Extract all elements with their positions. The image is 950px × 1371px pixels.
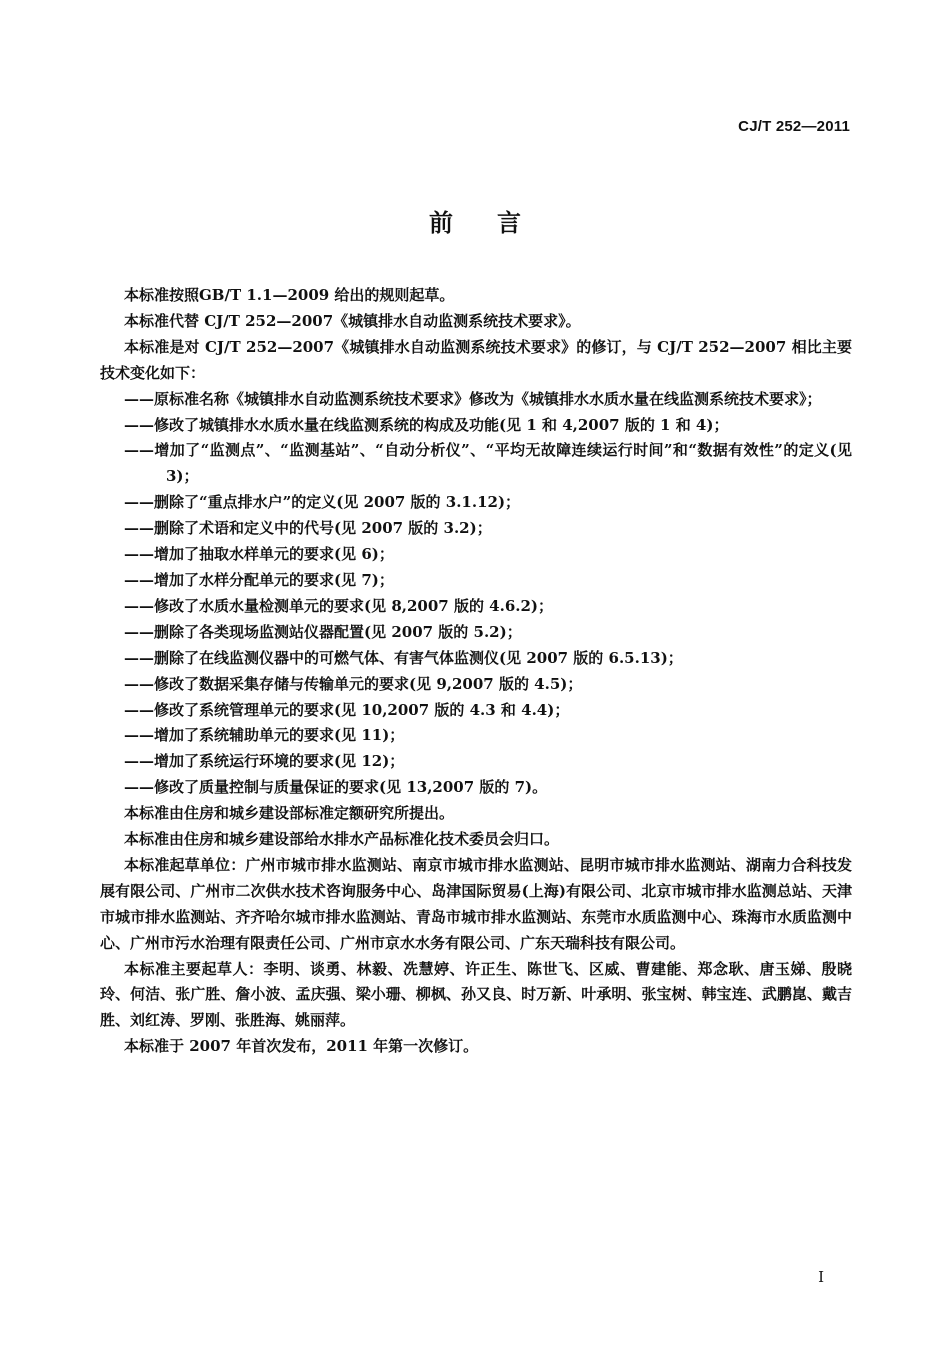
paragraph-proposed-by: 本标准由住房和城乡建设部标准定额研究所提出。 [124, 804, 455, 823]
change-item: ——增加了系统辅助单元的要求(见 11)； [124, 726, 405, 745]
change-item: ——增加了“监测点”、“监测基站”、“自动分析仪”、“平均无故障连续运行时间”和“数据有效性”的定义(见 3)； [124, 441, 852, 486]
change-item: ——修改了数据采集存储与传输单元的要求(见 9,2007 版的 4.5)； [124, 674, 583, 693]
change-item: ——删除了术语和定义中的代号(见 2007 版的 3.2)； [124, 519, 492, 538]
paragraph-revision: 本标准是对 CJ/T 252—2007《城镇排水自动监测系统技术要求》的修订，与 CJ/T 252—2007 相比主要技术变化如下： [100, 337, 852, 382]
change-item: ——删除了在线监测仪器中的可燃气体、有害气体监测仪(见 2007 版的 6.5.13)； [124, 648, 683, 667]
change-item: ——修改了质量控制与质量保证的要求(见 13,2007 版的 7)。 [124, 778, 548, 797]
change-item: ——删除了“重点排水户”的定义(见 2007 版的 3.1.12)； [124, 493, 521, 512]
paragraph-drafting-rules: 本标准按照GB/T 1.1—2009 给出的规则起草。 [124, 286, 455, 304]
document-body [100, 283, 852, 1060]
change-item: ——增加了水样分配单元的要求(见 7)； [124, 570, 394, 589]
change-item: ——增加了系统运行环境的要求(见 12)； [124, 752, 405, 771]
change-item: ——修改了系统管理单元的要求(见 10,2007 版的 4.3 和 4.4)； [124, 700, 570, 719]
paragraph-drafters: 本标准主要起草人：李明、谈勇、林毅、冼慧婷、许正生、陈世飞、区威、曹建能、郑念耿、唐玉娣、殷晓玲、何洁、张广胜、詹小波、孟庆强、梁小珊、柳枫、孙又良、时万新、叶承明、张宝树、韩宝连、武鹏崑、戴吉胜、刘红涛、罗刚、张胜海、姚丽萍。 [100, 959, 852, 1030]
paragraph-committee: 本标准由住房和城乡建设部给水排水产品标准化技术委员会归口。 [124, 830, 560, 849]
change-item: ——增加了抽取水样单元的要求(见 6)； [124, 545, 394, 564]
paragraph-publication: 本标准于 2007 年首次发布，2011 年第一次修订。 [124, 1037, 479, 1056]
change-item: ——修改了水质水量检测单元的要求(见 8,2007 版的 4.6.2)； [124, 596, 554, 615]
standard-code: CJ/T 252—2011 [738, 118, 850, 135]
paragraph-drafting-units: 本标准起草单位：广州市城市排水监测站、南京市城市排水监测站、昆明市城市排水监测站、湖南力合科技发展有限公司、广州市二次供水技术咨询服务中心、岛津国际贸易(上海)有限公司、北京市城市排水监测总站、天津市城市排水监测站、齐齐哈尔城市排水监测站、青岛市城市排水监测站、东莞市水质监测中心、珠海市水质监测中心、广州市污水治理有限责任公司、广州市京水水务有限公司、广东天瑞科技有限公司。 [100, 855, 852, 952]
page-number: I [818, 1268, 824, 1286]
paragraph-replaces: 本标准代替 CJ/T 252—2007《城镇排水自动监测系统技术要求》。 [124, 311, 581, 330]
change-item: ——修改了城镇排水水质水量在线监测系统的构成及功能(见 1 和 4,2007 版的 1 和 4)； [124, 415, 729, 434]
page-title: 前言 [429, 208, 565, 237]
change-item: ——删除了各类现场监测站仪器配置(见 2007 版的 5.2)； [124, 622, 522, 641]
change-item: ——原标准名称《城镇排水自动监测系统技术要求》修改为《城镇排水水质水量在线监测系统技术要求》； [124, 389, 822, 408]
